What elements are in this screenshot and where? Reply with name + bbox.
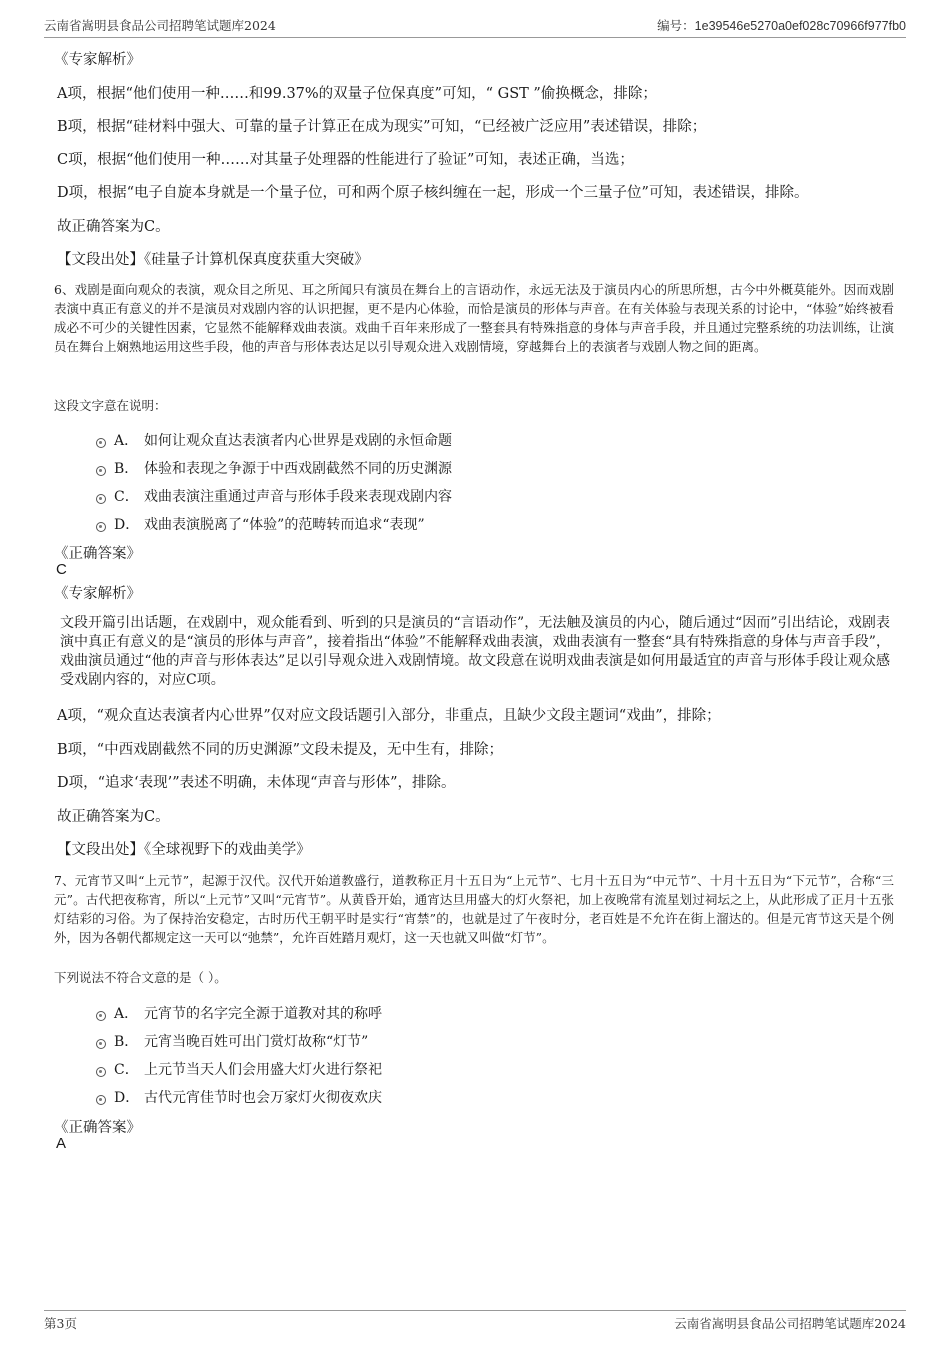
radio-icon[interactable]	[96, 466, 106, 476]
radio-icon[interactable]	[96, 1011, 106, 1021]
q7-option-c[interactable]	[96, 1059, 382, 1079]
q5-analysis-d: D项，根据“电子自旋本身就是一个量子位，可和两个原子核纠缠在一起，形成一个三量子位”可知，表述错误，排除。	[57, 185, 809, 201]
q7-passage: 7、元宵节又叫“上元节”，起源于汉代。汉代开始道教盛行，道教称正月十五日为“上元节”、七月十五日为“中元节”、十月十五日为“下元节”，合称“三元”。古代把夜称宵，所以“上元节”又叫“元宵节”。从黄昏开始，通宵达旦用盛大的灯火祭祀，加上夜晚常有流星划过祠坛之上，从此形成了正月十五张灯结彩的习俗。为了保持治安稳定，古时历代王朝平时是实行“宵禁”的，也就是过了午夜时分，老百姓是不允许在街上溜达的。但是元宵节这天是个例外，因为各朝代都规定这一天可以“弛禁”，允许百姓踏月观灯，这一天也就又叫做“灯节”。	[54, 873, 894, 945]
option-text: 体验和表现之争源于中西戏剧截然不同的历史渊源	[144, 461, 452, 477]
option-key: A．	[114, 1006, 139, 1022]
option-text: 古代元宵佳节时也会万家灯火彻夜欢庆	[144, 1090, 382, 1106]
q7-question: 下列说法不符合文意的是（ ）。	[54, 970, 227, 985]
q7-option-d[interactable]	[96, 1087, 382, 1107]
q6-analysis: 文段开篇引出话题，在戏剧中，观众能看到、听到的只是演员的“言语动作”，无法触及演员的内心，随后通过“因而”引出结论，戏剧表演中真正有意义的是“演员的形体与声音”，接着指出“体验”不能解释戏曲表演，戏曲表演有一整套“具有特殊指意的身体与声音手段”，戏曲演员通过“他的声音与形体表达”足以引导观众进入戏剧情境。故文段意在说明戏曲表演是如何用最适宜的声音与形体手段让观众感受戏剧内容的，对应C项。	[60, 615, 890, 688]
q6-analysis-b: B项，“中西戏剧截然不同的历史渊源”文段未提及，无中生有，排除；	[57, 742, 503, 758]
option-text: 如何让观众直达表演者内心世界是戏剧的永恒命题	[144, 433, 452, 449]
option-text: 戏曲表演注重通过声音与形体手段来表现戏剧内容	[144, 489, 452, 505]
header-title: 云南省嵩明县食品公司招聘笔试题库2024	[44, 18, 276, 33]
q6-source: 【文段出处】《全球视野下的戏曲美学》	[57, 842, 311, 858]
radio-icon[interactable]	[96, 1039, 106, 1049]
footer-page-number: 第3页	[44, 1316, 77, 1331]
option-key: B．	[114, 1034, 139, 1050]
radio-icon[interactable]	[96, 522, 106, 532]
q6-option-a[interactable]	[96, 430, 452, 450]
q6-option-c[interactable]	[96, 486, 452, 506]
header-doc-id: 编号：1e39546e5270a0ef028c70966f977fb0	[657, 19, 906, 33]
q5-analysis-a: A项，根据“他们使用一种……和99.37%的双量子位保真度”可知，“ GST ”偷换概念，排除；	[57, 86, 657, 102]
q6-analysis-a: A项，“观众直达表演者内心世界”仅对应文段话题引入部分，非重点，且缺少文段主题词“戏曲”，排除；	[57, 708, 721, 724]
q7-option-a[interactable]	[96, 1003, 382, 1023]
q5-conclusion: 故正确答案为C。	[57, 219, 170, 235]
radio-icon[interactable]	[96, 1095, 106, 1105]
q6-passage: 6、戏剧是面向观众的表演，观众目之所见、耳之所闻只有演员在舞台上的言语动作，永远无法及于演员内心的所思所想，古今中外概莫能外。因而戏剧表演中真正有意义的并不是演员对戏剧内容的认识把握，更不是内心体验，而恰是演员的形体与声音。在有关体验与表现关系的讨论中，“体验”始终被看成必不可少的关键性因素，它显然不能解释戏曲表演。戏曲千百年来形成了一整套具有特殊指意的身体与声音手段，并且通过完整系统的功法训练，让演员在舞台上娴熟地运用这些手段，他的声音与形体表达足以引导观众进入戏剧情境，穿越舞台上的表演者与戏剧人物之间的距离。	[54, 282, 894, 354]
option-key: C．	[114, 1062, 139, 1078]
option-key: A．	[114, 433, 139, 449]
radio-icon[interactable]	[96, 494, 106, 504]
option-key: D．	[114, 517, 140, 533]
option-key: C．	[114, 489, 139, 505]
q7-answer-title: 《正确答案》	[54, 1120, 141, 1136]
option-text: 上元节当天人们会用盛大灯火进行祭祀	[144, 1062, 382, 1078]
q6-conclusion: 故正确答案为C。	[57, 809, 170, 825]
q5-analysis-title: 《专家解析》	[54, 52, 141, 68]
q5-source: 【文段出处】《硅量子计算机保真度获重大突破》	[57, 252, 369, 268]
option-text: 元宵节的名字完全源于道教对其的称呼	[144, 1006, 382, 1022]
q7-option-b[interactable]	[96, 1031, 368, 1051]
option-key: D．	[114, 1090, 140, 1106]
radio-icon[interactable]	[96, 438, 106, 448]
q6-answer: C	[56, 561, 67, 578]
page-header	[44, 14, 906, 38]
q5-analysis-c: C项，根据“他们使用一种……对其量子处理器的性能进行了验证”可知，表述正确，当选；	[57, 152, 634, 168]
q7-answer: A	[56, 1135, 67, 1152]
q6-option-d[interactable]	[96, 514, 425, 534]
q6-analysis-title: 《专家解析》	[54, 586, 141, 602]
q6-question: 这段文字意在说明：	[54, 398, 167, 413]
q6-option-b[interactable]	[96, 458, 452, 478]
q6-answer-title: 《正确答案》	[54, 546, 141, 562]
option-text: 戏曲表演脱离了“体验”的范畴转而追求“表现”	[144, 517, 425, 533]
q5-analysis-b: B项，根据“硅材料中强大、可靠的量子计算正在成为现实”可知，“已经被广泛应用”表述错误，排除；	[57, 119, 707, 135]
radio-icon[interactable]	[96, 1067, 106, 1077]
option-text: 元宵当晚百姓可出门赏灯故称“灯节”	[144, 1034, 369, 1050]
footer-title: 云南省嵩明县食品公司招聘笔试题库2024	[674, 1316, 906, 1331]
page-footer	[44, 1310, 906, 1334]
option-key: B．	[114, 461, 139, 477]
q6-analysis-d: D项，“追求‘表现’”表述不明确，未体现“声音与形体”，排除。	[57, 775, 456, 791]
